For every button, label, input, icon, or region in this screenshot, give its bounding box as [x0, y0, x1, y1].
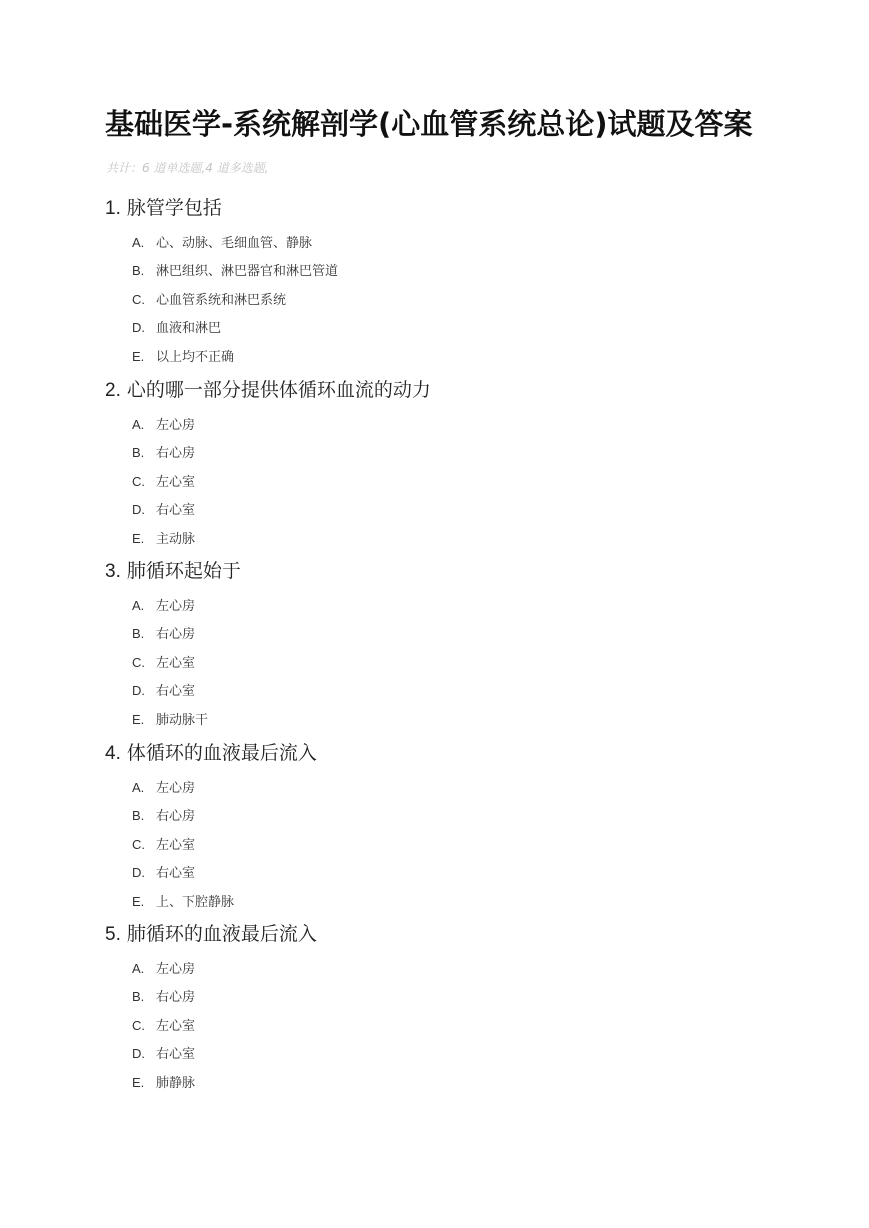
option-letter: D.: [132, 865, 145, 881]
option-letter: C.: [132, 473, 145, 489]
option-e[interactable]: [132, 347, 338, 375]
question-title: [105, 921, 317, 948]
question-1: [105, 195, 338, 375]
option-d[interactable]: [132, 1044, 317, 1072]
question-title: [105, 740, 317, 767]
option-letter: B.: [132, 445, 145, 461]
option-text: 上、下腔静脉: [156, 894, 235, 910]
option-text: 左心室: [156, 474, 196, 490]
question-3: [105, 558, 241, 738]
option-letter: E.: [132, 1074, 145, 1090]
question-number: 1.: [105, 198, 121, 219]
option-list: [132, 959, 317, 1101]
option-c[interactable]: [132, 835, 317, 863]
option-list: [132, 778, 317, 920]
question-number: 3.: [105, 561, 121, 582]
option-text: 左心室: [156, 655, 196, 671]
option-text: 右心室: [156, 1047, 196, 1063]
option-letter: D.: [132, 683, 145, 699]
option-b[interactable]: [132, 261, 338, 289]
option-letter: E.: [132, 530, 145, 546]
option-text: 以上均不正确: [156, 349, 235, 365]
option-text: 右心室: [156, 684, 196, 700]
option-letter: A.: [132, 961, 145, 976]
option-list: [132, 415, 431, 557]
option-a[interactable]: [132, 415, 431, 443]
option-text: 右心房: [156, 446, 196, 462]
option-letter: B.: [132, 808, 145, 824]
question-number: 5.: [105, 924, 121, 945]
question-title: [105, 558, 241, 585]
question-text: 脉管学包括: [126, 197, 222, 219]
question-summary: 共计：6 道单选题,4 道多选题,: [106, 161, 269, 175]
option-text: 左心室: [156, 837, 196, 853]
question-text: 心的哪一部分提供体循环血流的动力: [126, 379, 431, 401]
option-letter: E.: [132, 348, 145, 364]
question-4: [105, 740, 317, 920]
option-c[interactable]: [132, 290, 338, 318]
question-2: [105, 377, 431, 557]
question-text: 肺循环起始于: [126, 560, 241, 582]
question-number: 2.: [105, 380, 121, 401]
option-text: 肺动脉干: [156, 712, 209, 728]
option-letter: B.: [132, 263, 145, 279]
option-e[interactable]: [132, 529, 431, 557]
option-text: 右心房: [156, 627, 196, 643]
option-b[interactable]: [132, 987, 317, 1015]
option-d[interactable]: [132, 863, 317, 891]
option-b[interactable]: [132, 443, 431, 471]
option-c[interactable]: [132, 653, 241, 681]
question-5: [105, 921, 317, 1101]
option-letter: A.: [132, 417, 145, 432]
question-number: 4.: [105, 743, 121, 764]
option-a[interactable]: [132, 233, 338, 261]
question-title: [105, 195, 338, 222]
option-letter: C.: [132, 836, 145, 852]
option-text: 淋巴组织、淋巴器官和淋巴管道: [156, 264, 339, 280]
option-letter: B.: [132, 626, 145, 642]
option-letter: E.: [132, 893, 145, 909]
question-title: [105, 377, 431, 404]
option-letter: C.: [132, 291, 145, 307]
option-list: [132, 233, 338, 375]
option-d[interactable]: [132, 318, 338, 346]
option-a[interactable]: [132, 596, 241, 624]
option-e[interactable]: [132, 892, 317, 920]
option-text: 右心室: [156, 503, 196, 519]
option-text: 左心房: [156, 962, 196, 977]
option-d[interactable]: [132, 681, 241, 709]
option-letter: C.: [132, 1017, 145, 1033]
option-letter: B.: [132, 989, 145, 1005]
option-text: 血液和淋巴: [156, 321, 222, 337]
option-text: 左心房: [156, 781, 196, 796]
option-text: 肺静脉: [156, 1075, 196, 1091]
option-text: 心、动脉、毛细血管、静脉: [156, 236, 313, 251]
page-title: 基础医学-系统解剖学(心血管系统总论)试题及答案: [105, 107, 753, 141]
option-letter: A.: [132, 598, 145, 613]
option-text: 右心房: [156, 990, 196, 1006]
option-a[interactable]: [132, 959, 317, 987]
option-list: [132, 596, 241, 738]
option-letter: C.: [132, 654, 145, 670]
option-letter: D.: [132, 502, 145, 518]
option-letter: A.: [132, 235, 145, 250]
option-text: 左心房: [156, 418, 196, 433]
option-text: 右心房: [156, 809, 196, 825]
option-e[interactable]: [132, 1073, 317, 1101]
option-letter: A.: [132, 780, 145, 795]
option-letter: D.: [132, 1046, 145, 1062]
option-text: 左心房: [156, 599, 196, 614]
option-letter: E.: [132, 711, 145, 727]
option-letter: D.: [132, 320, 145, 336]
option-text: 左心室: [156, 1018, 196, 1034]
option-e[interactable]: [132, 710, 241, 738]
option-c[interactable]: [132, 1016, 317, 1044]
option-text: 主动脉: [156, 531, 196, 547]
option-b[interactable]: [132, 806, 317, 834]
question-text: 体循环的血液最后流入: [126, 742, 317, 764]
option-text: 右心室: [156, 866, 196, 882]
option-a[interactable]: [132, 778, 317, 806]
question-text: 肺循环的血液最后流入: [126, 923, 317, 945]
option-text: 心血管系统和淋巴系统: [156, 292, 287, 308]
option-c[interactable]: [132, 472, 431, 500]
option-b[interactable]: [132, 624, 241, 652]
option-d[interactable]: [132, 500, 431, 528]
